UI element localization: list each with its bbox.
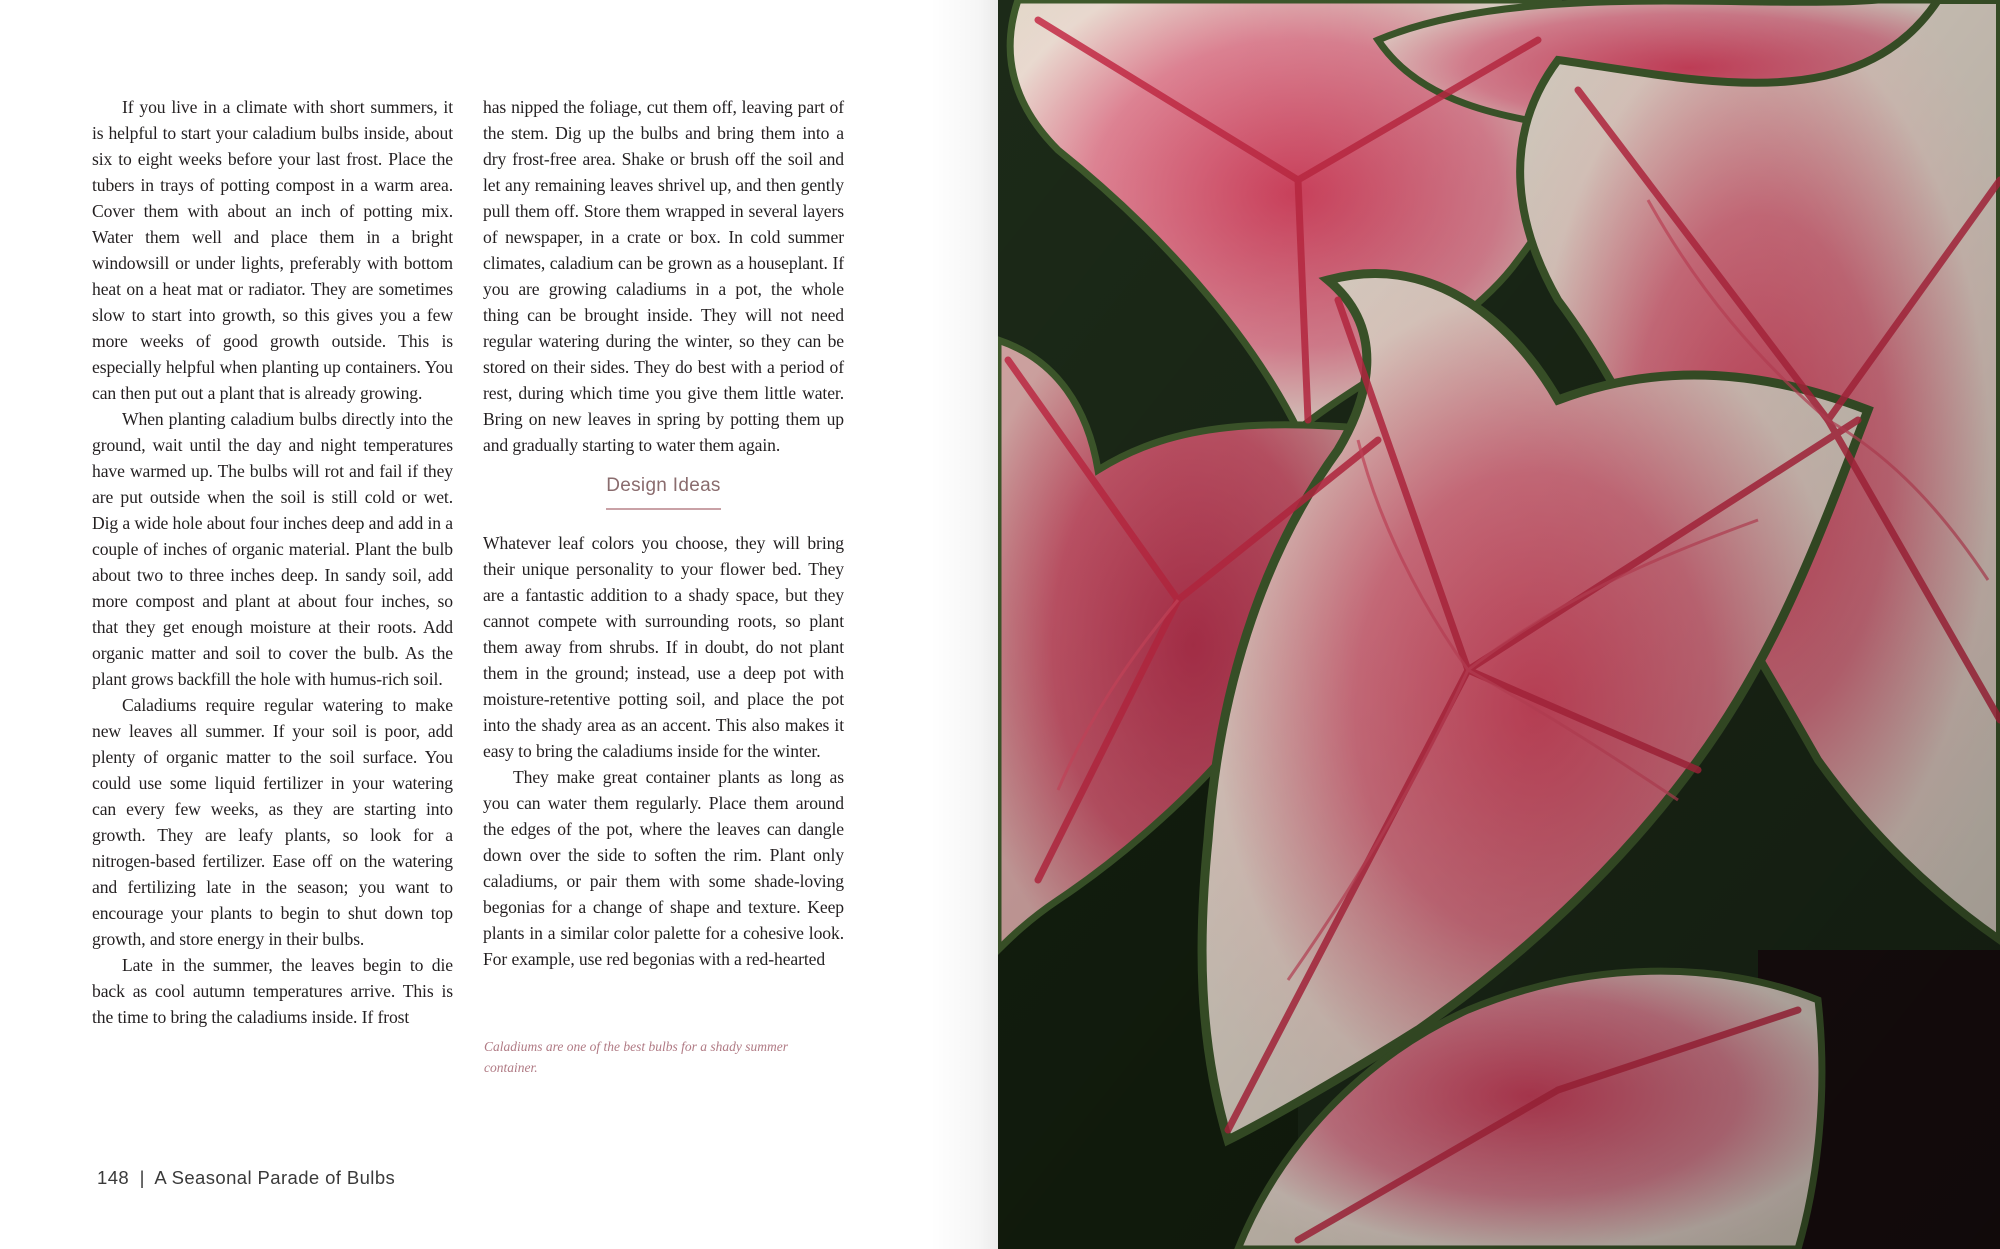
paragraph-continued: has nipped the foliage, cut them off, leaving part of the stem. Dig up the bulbs and bring them into a dry frost-free area. Shake or brush off the soil and let any remaining leaves shrivel up, and then gently pull them off. Store them wrapped in several layers of newspaper, in a crate or box. In cold summer climates, caladium can be grown as a houseplant. If you are growing caladiums in a pot, the whole thing can be brought inside. They will not need regular watering during the winter, so they can be stored on their sides. They do best with a period of rest, during which time you give them little water. Bring on new leaves in spring by potting them up and gradually starting to water them again. xyxy=(483,97,844,455)
caladium-leaves-photo xyxy=(998,0,2000,1249)
section-heading: Design Ideas xyxy=(606,473,721,510)
gutter-shadow xyxy=(930,0,998,1249)
left-page xyxy=(0,0,998,1249)
running-title: A Seasonal Parade of Bulbs xyxy=(154,1167,396,1188)
page-number: 148 xyxy=(97,1167,130,1188)
paragraph: If you live in a climate with short summers, it is helpful to start your caladium bulbs inside, about six to eight weeks before your last frost. Place the tubers in trays of potting compost in a warm area. Cover them with about an inch of potting mix. Water them well and place them in a bright windowsill or under lights, preferably with bottom heat on a heat mat or radiator. They are sometimes slow to start into growth, so this gives you a few more weeks of good growth outside. This is especially helpful when planting up containers. You can then put out a plant that is already growing. xyxy=(92,97,453,403)
page-footer xyxy=(97,1167,395,1189)
section-heading-wrap xyxy=(483,472,844,510)
paragraph: Caladiums require regular watering to make new leaves all summer. If your soil is poor, add plenty of organic matter to the soil surface. You could use some liquid fertilizer in your watering can every few weeks, as they are starting into growth. They are leafy plants, so look for a nitrogen-based fertilizer. Ease off on the watering and fertilizing late in the season; you want to encourage your plants to begin to shut down top growth, and store energy in their bulbs. xyxy=(92,695,453,949)
text-column-1 xyxy=(92,94,453,1030)
paragraph: When planting caladium bulbs directly into the ground, wait until the day and night temperatures have warmed up. The bulbs will rot and fail if they are put outside when the soil is still cold or wet. Dig a wide hole about four inches deep and add in a couple of inches of organic material. Plant the bulb about two to three inches deep. In sandy soil, add more compost and plant at about four inches, so that they get enough moisture at their roots. Add organic matter and soil to cover the bulb. As the plant grows backfill the hole with humus-rich soil. xyxy=(92,409,453,689)
caladium-illustration xyxy=(998,0,2000,1249)
paragraph: They make great container plants as long as you can water them regularly. Place them around the edges of the pot, where the leaves can dangle down over the side to soften the rim. Plant only caladiums, or pair them with some shade-loving begonias for a change of shape and texture. Keep plants in a similar color palette for a cohesive look. For example, use red begonias with a red-hearted xyxy=(483,767,844,969)
photo-caption: Caladiums are one of the best bulbs for a shady summer container. xyxy=(484,1039,788,1075)
paragraph: Whatever leaf colors you choose, they will bring their unique personality to your flower bed. They are a fantastic addition to a shady space, but they cannot compete with surrounding roots, so plant them away from shrubs. If in doubt, do not plant them in the ground; instead, use a deep pot with moisture-retentive potting soil, and place the pot into the shady area as an accent. This also makes it easy to bring the caladiums inside for the winter. xyxy=(483,533,844,761)
paragraph: Late in the summer, the leaves begin to die back as cool autumn temperatures arrive. This is the time to bring the caladiums inside. If frost xyxy=(92,955,453,1027)
text-column-2 xyxy=(483,94,844,972)
footer-separator: | xyxy=(139,1167,145,1188)
